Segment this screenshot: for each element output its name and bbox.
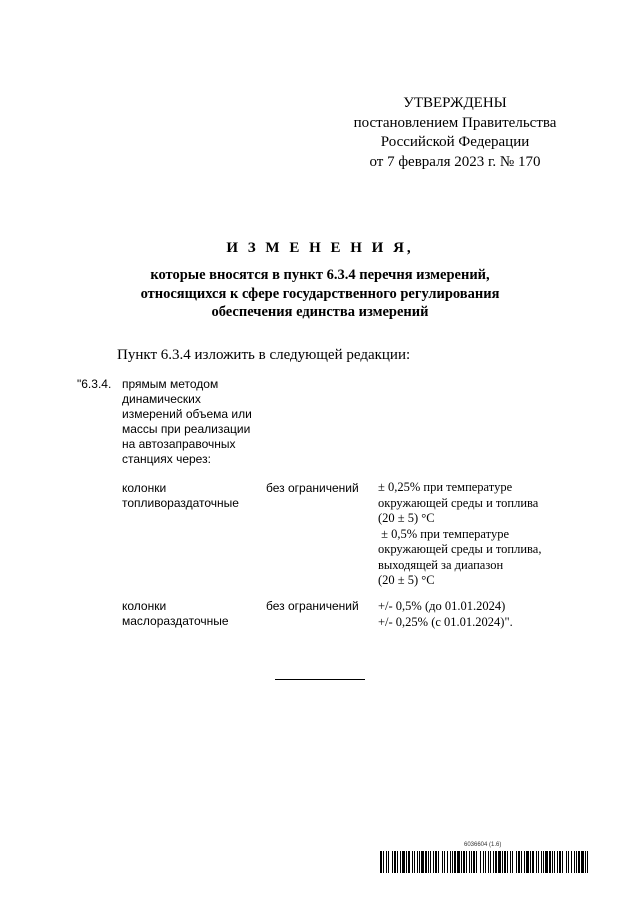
separator-line — [275, 679, 365, 680]
item-name-line: станциях через: — [122, 452, 211, 466]
barcode-icon — [380, 851, 588, 873]
subtitle-line: относящихся к сфере государственного регулирования — [140, 285, 500, 302]
accuracy-line: ± 0,5% при температуре — [378, 526, 510, 541]
accuracy-line: ± 0,25% при температуре — [378, 480, 513, 494]
accuracy-line: (20 ± 5) °С — [378, 573, 435, 587]
approval-title: УТВЕРЖДЕНЫ — [403, 95, 507, 111]
accuracy-line: (20 ± 5) °С — [378, 511, 435, 525]
item-name-line: измерений объема или — [122, 407, 252, 421]
item-number: "6.3.4. — [77, 377, 112, 391]
approval-line: постановлением Правительства — [353, 114, 557, 131]
accuracy-line: +/- 0,25% (с 01.01.2024)". — [378, 614, 513, 629]
row-name — [122, 481, 239, 511]
row-name-line: колонки — [122, 481, 167, 495]
approval-line: Российской Федерации — [380, 134, 530, 150]
row-name-line: топливораздаточные — [122, 496, 239, 510]
row-accuracy — [378, 480, 578, 589]
approval-block — [340, 94, 570, 172]
accuracy-line: окружающей среды и топлива, — [378, 542, 542, 556]
row-name — [122, 599, 229, 629]
row-accuracy — [378, 599, 578, 630]
subtitle-line: которые вносятся в пункт 6.3.4 перечня измерений, — [150, 267, 490, 283]
document-code: 6036604 (1.6) — [464, 842, 502, 848]
accuracy-line: окружающей среды и топлива — [378, 495, 539, 510]
item-name — [122, 377, 262, 467]
intro-paragraph: Пункт 6.3.4 изложить в следующей редакции: — [117, 347, 411, 363]
item-name-line: динамических — [122, 392, 201, 406]
document-subtitle — [90, 266, 550, 322]
subtitle-line: обеспечения единства измерений — [211, 304, 429, 320]
item-name-line: на автозаправочных — [122, 437, 236, 451]
row-limit: без ограничений — [266, 481, 359, 495]
row-name-line: колонки — [122, 599, 167, 613]
row-limit: без ограничений — [266, 599, 359, 613]
accuracy-line: выходящей за диапазон — [378, 557, 504, 572]
approval-date: от 7 февраля 2023 г. № 170 — [369, 153, 541, 170]
document-title: И З М Е Н Е Н И Я, — [226, 240, 414, 256]
accuracy-line: +/- 0,5% (до 01.01.2024) — [378, 599, 506, 613]
item-name-line: прямым методом — [122, 377, 219, 391]
item-name-line: массы при реализации — [122, 422, 251, 436]
row-name-line: маслораздаточные — [122, 614, 229, 628]
